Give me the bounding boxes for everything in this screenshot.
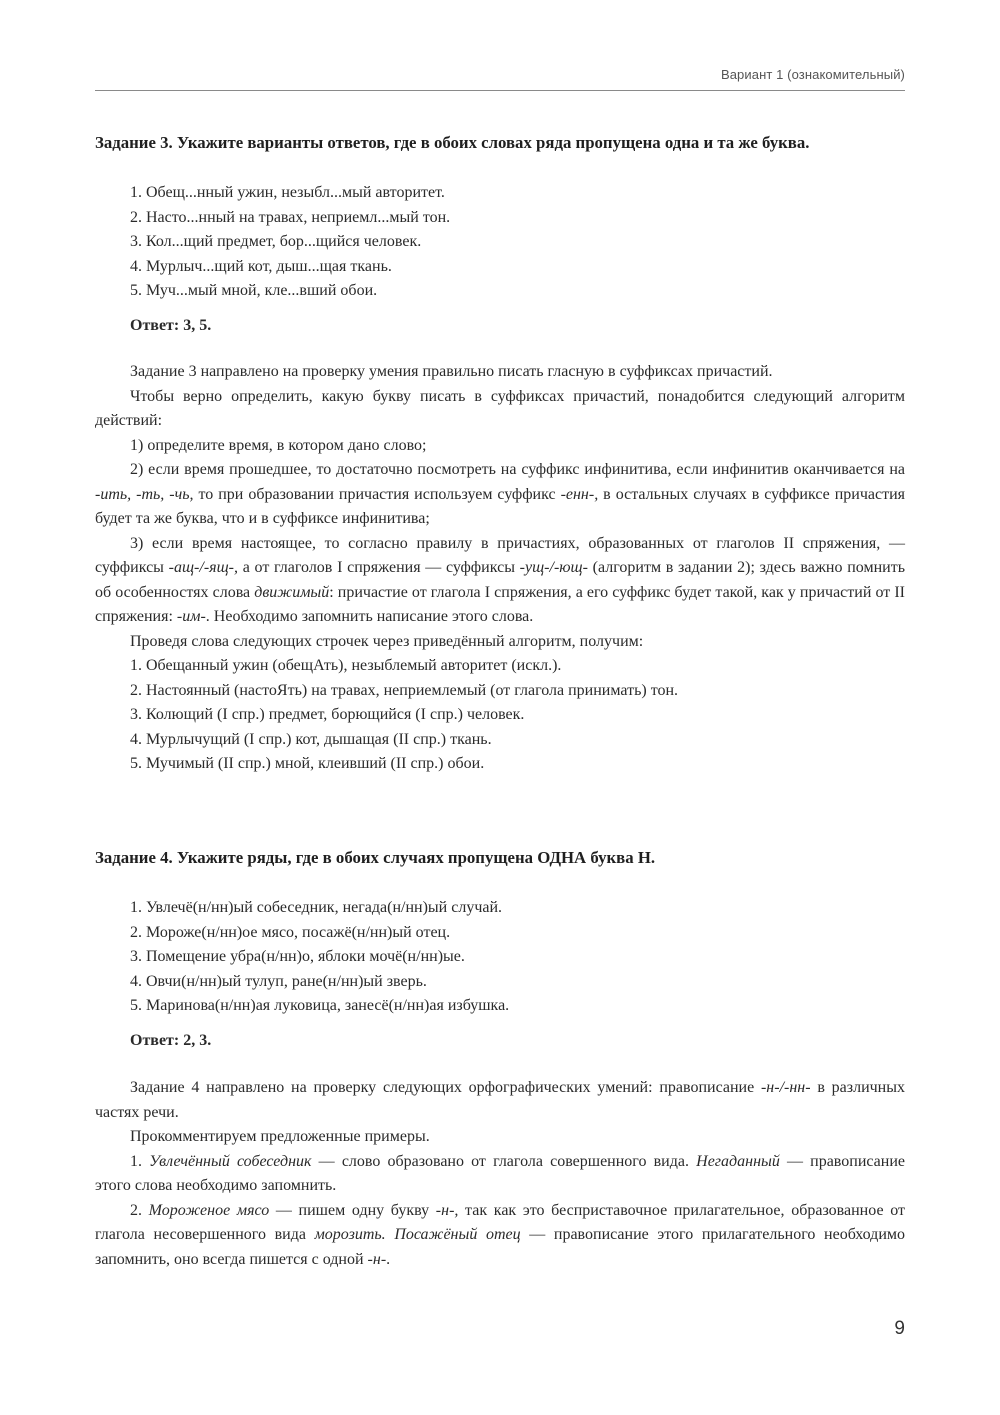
task-3-step-2: 2) если время прошедшее, то достаточно посмотреть на суффикс инфинитива, если инфинитив оканчивается на -ить, -ть, -чь, то при образовании причастия используем суффикс -енн-, в остальных случаях в суффиксе причастия будет та же буква, что и в суффиксе инфинитива; bbox=[95, 461, 905, 527]
task-3-option: 2. Насто...нный на травах, неприемл...мый тон. bbox=[130, 208, 451, 226]
task-3-result: 5. Мучимый (II спр.) мной, клеивший (II спр.) обои. bbox=[130, 755, 485, 772]
task-3-options bbox=[95, 181, 905, 304]
task-3-explanation-algorithm: Чтобы верно определить, какую букву писать в суффиксах причастий, понадобится следующий алгоритм действий: bbox=[95, 387, 905, 429]
page-number: 9 bbox=[894, 1318, 905, 1339]
task-4-explanation bbox=[95, 1076, 905, 1272]
task-3-option: 5. Муч...мый мной, кле...вший обои. bbox=[130, 282, 378, 299]
task-4-option: 1. Увлечё(н/нн)ый собеседник, негада(н/нн)ый случай. bbox=[130, 899, 503, 916]
task-3-result: 2. Настоянный (настоЯть) на травах, неприемлемый (от глагола принимать) тон. bbox=[130, 681, 679, 699]
task-3-option: 3. Кол...щий предмет, бор...щийся человек. bbox=[130, 233, 422, 250]
task-4-option: 5. Маринова(н/нн)ая луковица, занесё(н/нн)ая избушка. bbox=[130, 997, 510, 1014]
header-rule bbox=[95, 90, 905, 91]
task-4-options bbox=[95, 896, 905, 1019]
task-4-comment-intro: Прокомментируем предложенные примеры. bbox=[130, 1128, 430, 1145]
task-4-explanation-intro: Задание 4 направлено на проверку следующих орфографических умений: правописание -н-/-нн- в различных частях речи. bbox=[95, 1079, 905, 1121]
task-4-answer-block bbox=[95, 1030, 905, 1052]
task-3-option: 4. Мурлыч...щий кот, дыш...щая ткань. bbox=[130, 257, 392, 275]
task-3-title: Задание 3. Укажите варианты ответов, где в обоих словах ряда пропущена одна и та же буква. bbox=[95, 133, 810, 152]
task-3-answer-block bbox=[95, 315, 905, 337]
task-3-result: 4. Мурлычущий (I спр.) кот, дышащая (II спр.) ткань. bbox=[130, 730, 492, 748]
running-header: Вариант 1 (ознакомительный) bbox=[720, 67, 905, 82]
task-3-results bbox=[95, 654, 905, 777]
task-3-explanation bbox=[95, 360, 905, 777]
task-3-step-1: 1) определите время, в котором дано слово; bbox=[130, 436, 427, 454]
task-4-option: 3. Помещение убра(н/нн)о, яблоки мочё(н/нн)ые. bbox=[130, 948, 465, 965]
task-3-option: 1. Обещ...нный ужин, незыбл...мый авторитет. bbox=[130, 184, 445, 201]
task-3-result: 3. Колющий (I спр.) предмет, борющийся (I спр.) человек. bbox=[130, 706, 525, 723]
task-4-comment-2: 2. Мороженое мясо — пишем одну букву -н-, так как это бесприставочное прилагательное, образованное от глагола несовершенного вида морозить. Посажёный отец — правописание этого прилагательного необходимо запомнить, оно всегда пишется с одной -н-. bbox=[95, 1201, 905, 1268]
task-3-answer: Ответ: 3, 5. bbox=[130, 317, 212, 334]
task-3-title-block bbox=[95, 132, 905, 154]
task-3-result: 1. Обещанный ужин (обещАть), незыблемый авторитет (искл.). bbox=[130, 657, 562, 674]
task-4-comment-1: 1. Увлечённый собеседник — слово образовано от глагола совершенного вида. Негаданный — правописание этого слова необходимо запомнить. bbox=[95, 1152, 906, 1194]
task-4-title-block bbox=[95, 847, 905, 869]
task-4-option: 2. Мороже(н/нн)ое мясо, посажё(н/нн)ый отец. bbox=[130, 923, 451, 941]
task-4-answer: Ответ: 2, 3. bbox=[130, 1032, 212, 1049]
task-4-title: Задание 4. Укажите ряды, где в обоих случаях пропущена ОДНА буква Н. bbox=[95, 848, 656, 867]
task-3-results-intro: Проведя слова следующих строчек через приведённый алгоритм, получим: bbox=[130, 632, 644, 650]
task-3-explanation-intro: Задание 3 направлено на проверку умения правильно писать гласную в суффиксах причастий. bbox=[130, 363, 773, 380]
task-4-option: 4. Овчи(н/нн)ый тулуп, ране(н/нн)ый зверь. bbox=[130, 972, 427, 990]
task-3-step-3: 3) если время настоящее, то согласно правилу в причастиях, образованных от глаголов II спряжения, — суффиксы -ащ-/-ящ-, а от глаголов I спряжения — суффиксы -ущ-/-ющ- (алгоритм в задании 2); здесь важно помнить об особенностях слова движимый: причастие от глагола I спряжения, а его суффикс будет такой, как у причастий от II спряжения: -им-. Необходимо запомнить написание этого слова. bbox=[95, 534, 906, 625]
